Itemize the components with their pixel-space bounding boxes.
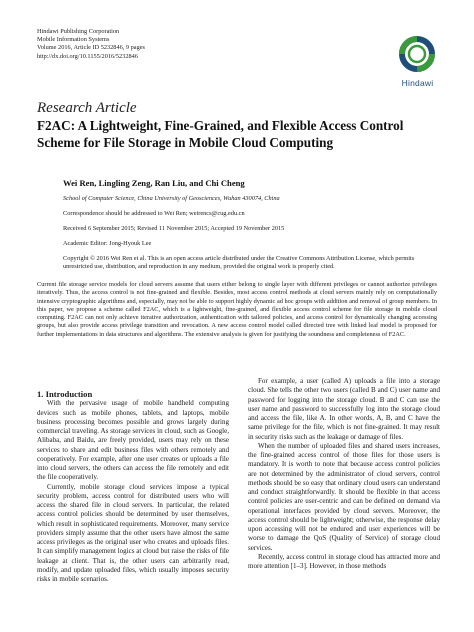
- body-paragraph: Currently, mobile storage cloud services impose a typical security problem, access control for distributed users who will access the shared file in cloud servers. In particular, the related access control policies should be determined by user themselves, which result in sophisticated requirements. Moreover, many service providers simply assume that the other users have almost the same access privileges as the original user who creates and uploads files. It can simplify management logics at cloud but raise the risks of file leakage at client. That is, the other users can arbitrarily read, modify, and update uploaded files, which usually imposes security risks in mobile scenarios.: [37, 482, 229, 583]
- paper-title: F2AC: A Lightweight, Fine-Grained, and Flexible Access Control Scheme for File Storage in Mobile Cloud Computing: [37, 118, 404, 150]
- submission-dates: Received 6 September 2015; Revised 11 November 2015; Accepted 19 November 2015: [63, 225, 285, 232]
- abstract: Current file storage service models for cloud servers assume that users either belong to single layer with different privileges or cannot authorize privileges iteratively. Thus, the access control is not fine-grained and flexible. Besides, most access control methods at cloud servers mainly rely on computationally intensive cryptographic algorithms and, especially, may not be able to support highly dynamic ad hoc groups with addition and removal of group members. In this paper, we propose a scheme called F2AC, which is a lightweight, fine-grained, and flexible access control scheme for file storage in mobile cloud computing. F2AC can not only achieve iterative authorization, authentication with tailored policies, and access control for dynamically changing accessing groups, but also provide access privilege transition and revocation. A new access control model called directed tree with linked leaf model is proposed for further implementations in data structures and algorithms. The extensive analysis is given for justifying the soundness and completeness of F2AC.: [37, 281, 437, 338]
- author-list: Wei Ren, Lingling Zeng, Ran Liu, and Chi Cheng: [63, 178, 245, 188]
- journal-meta: [37, 28, 145, 61]
- affiliation: School of Computer Science, China University of Geosciences, Wuhan 430074, China: [63, 195, 280, 202]
- body-paragraph: When the number of uploaded files and shared users increases, the fine-grained access control of those files for those users is mandatory. It is worth to note that because access control policies are not determined by the administrator of cloud servers, control methods should be so easy that ordinary cloud users can understand and conduct straightforwardly. It should be flexible in that access control policies are user-centric and can be defined on demand via operational interfaces provided by cloud servers. Moreover, the access control should be lightweight; otherwise, the response delay upon accessing will not be endured and user experiences will be worse to damage the QoS (Quality of Service) of storage cloud services.: [248, 441, 440, 552]
- article-type: Research Article: [37, 100, 137, 116]
- meta-line-journal: Mobile Information Systems: [37, 36, 110, 44]
- hindawi-logo-text: Hindawi: [401, 78, 434, 88]
- meta-line-volume: Volume 2016, Article ID 5232846, 9 pages: [37, 44, 145, 52]
- copyright-notice: Copyright © 2016 Wei Ren et al. This is an open access article distributed under the Creative Commons Attribution License, which permits unrestricted use, distribution, and reproduction in any medium, provided the original work is properly cited.: [63, 255, 415, 271]
- correspondence: Correspondence should be addressed to Wei Ren; weirencs@cug.edu.cn: [63, 210, 245, 217]
- body-paragraph: For example, a user (called A) uploads a file into a storage cloud. She tells the other two users (called B and C) user name and password for logging into the storage cloud. B and C can use the user name and password to successfully log into the storage cloud and access the file, like A. In other words, A, B, and C have the same privilege for the file, which is not fine-grained. It may result in security risks such as the leakage or damage of files.: [248, 377, 440, 441]
- body-paragraph: Recently, access control in storage cloud has attracted more and more attention [1–3]. However, in those methods: [248, 552, 440, 570]
- body-column-right: [248, 377, 440, 571]
- section-heading-introduction: 1. Introduction: [37, 389, 93, 399]
- meta-line-publisher: Hindawi Publishing Corporation: [37, 28, 120, 35]
- academic-editor: Academic Editor: Jong-Hyouk Lee: [63, 240, 152, 247]
- meta-line-doi[interactable]: http://dx.doi.org/10.1155/2016/5232846: [37, 52, 138, 60]
- body-column-left: [37, 390, 229, 584]
- hindawi-logo-icon: [392, 30, 442, 80]
- body-paragraph: With the pervasive usage of mobile handheld computing devices such as mobile phones, tablets, and laptops, mobile business processing becomes possible and grows largely during commercial traveling. As storage services in cloud, such as Google, Alibaba, and Baidu, are freely provided, users may rely on these services to share and edit business files with others remotely and cooperatively. For example, after one user creates or uploads a file into cloud servers, the others can access the file remotely and edit the file cooperatively.: [37, 399, 229, 482]
